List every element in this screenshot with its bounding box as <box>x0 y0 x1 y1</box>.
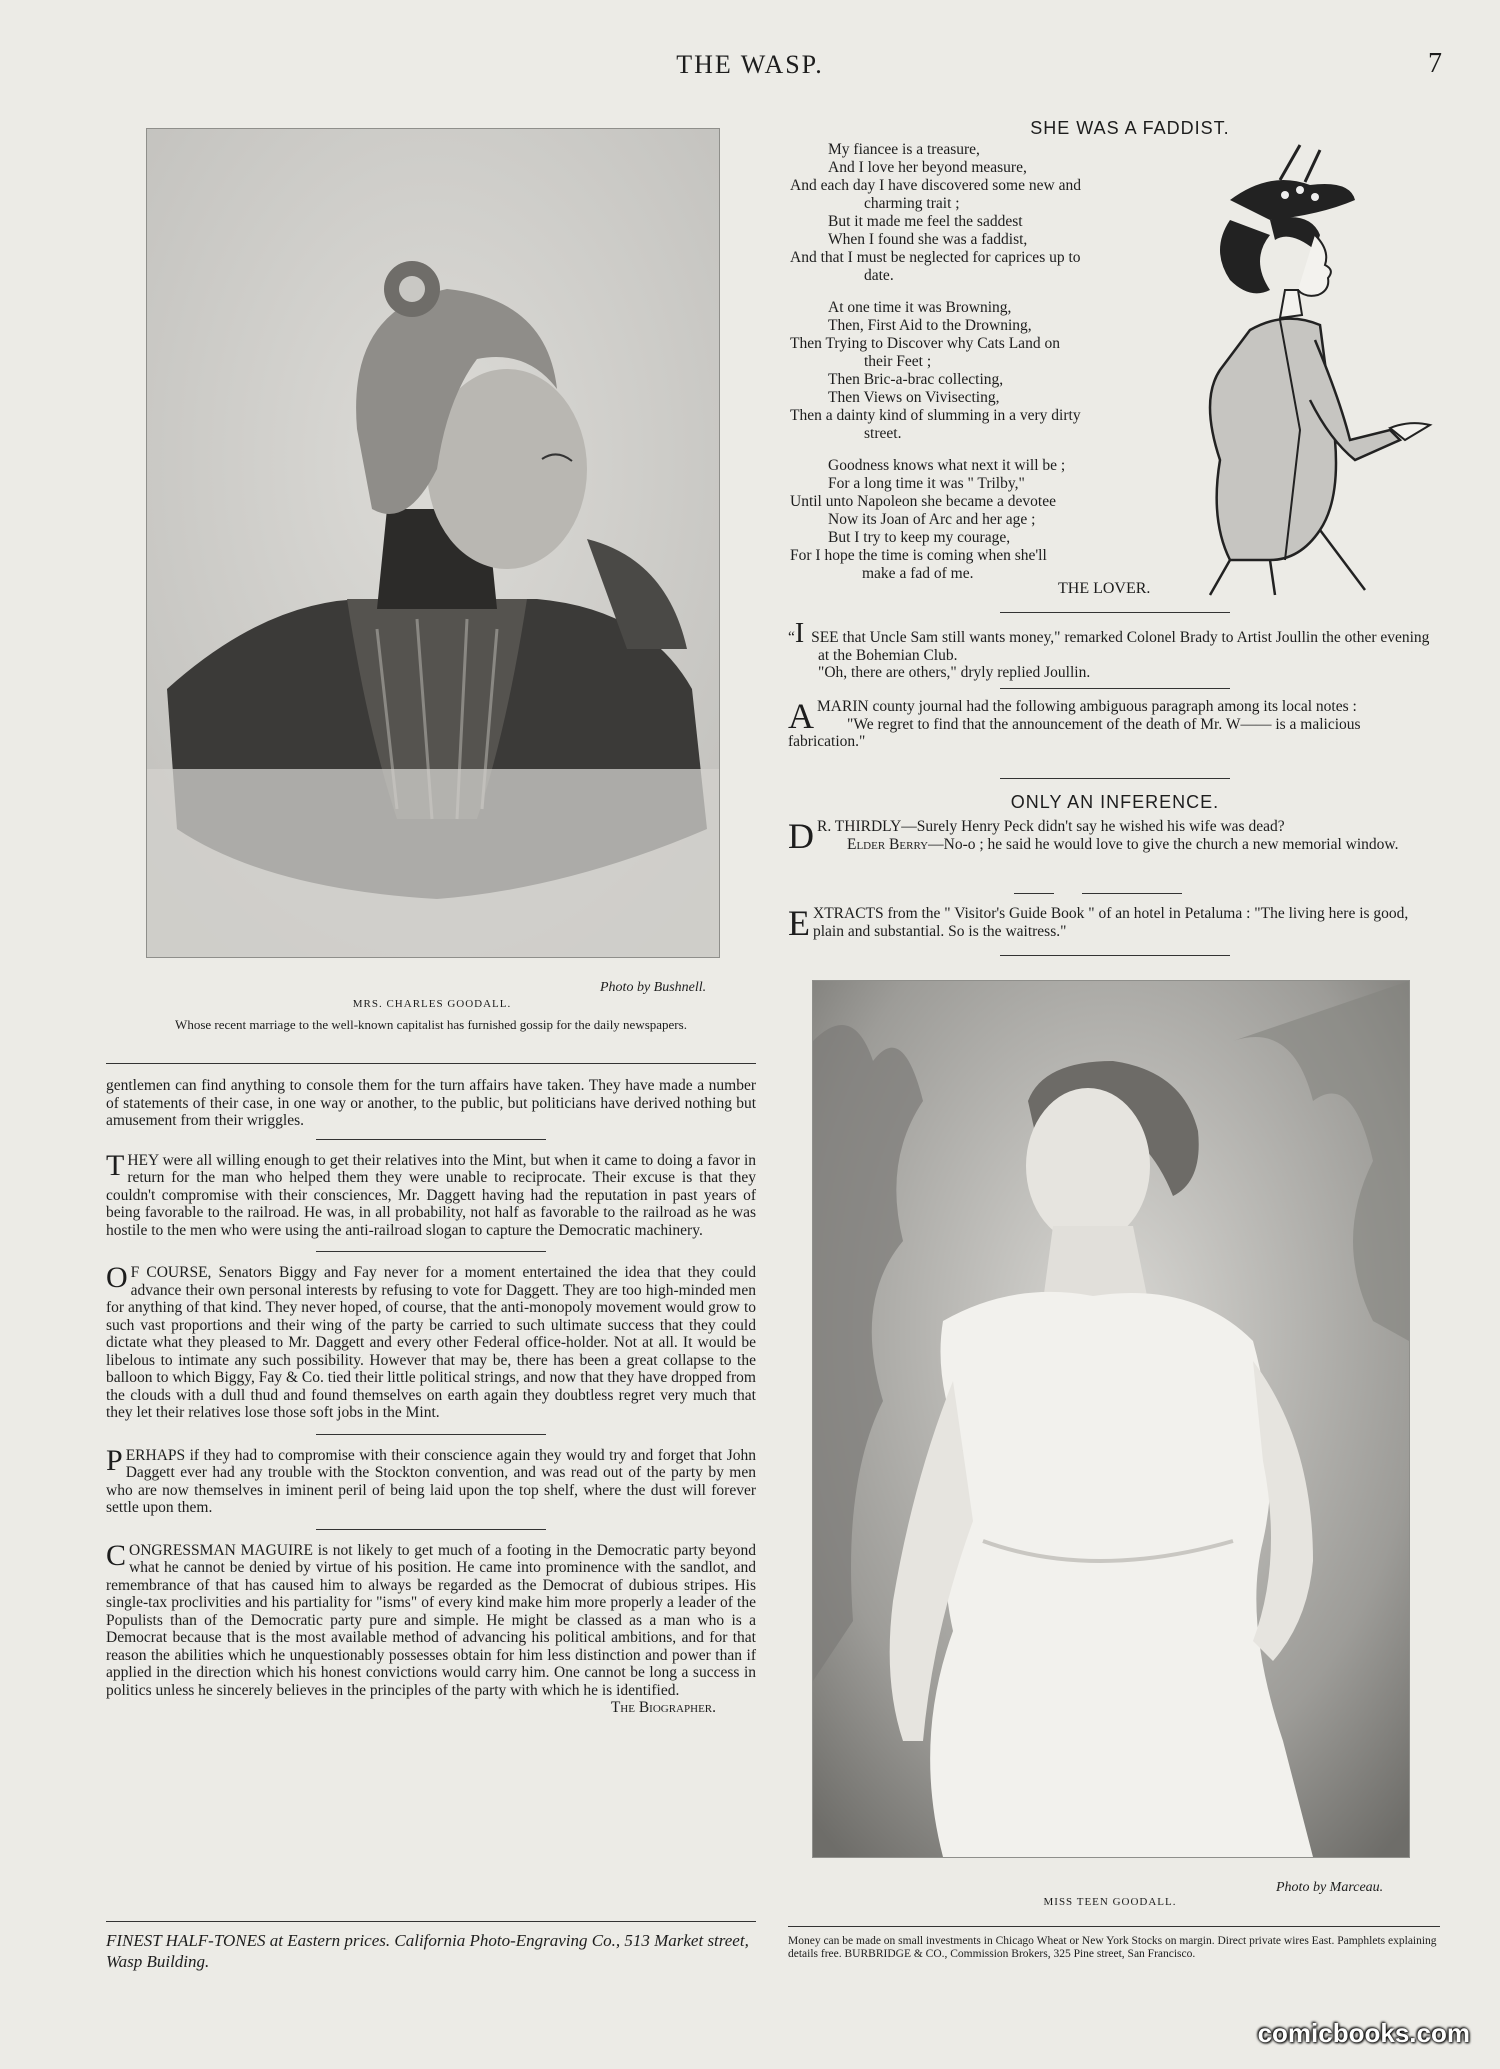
divider <box>788 1926 1440 1927</box>
section-title-inference: ONLY AN INFERENCE. <box>1010 792 1220 812</box>
paragraph-daggett-conscience <box>106 1443 756 1517</box>
poem-she-was-a-faddist <box>790 141 1190 597</box>
divider <box>1000 688 1230 689</box>
drop-cap: T <box>106 1148 125 1182</box>
poem-line: make a fad of me. <box>862 565 974 582</box>
paragraph-biggy-fay <box>106 1261 756 1422</box>
item-only-an-inference <box>788 816 1440 856</box>
poem-line: charming trait ; <box>864 195 960 212</box>
poem-line: And that I must be neglected for caprices up to <box>790 249 1081 266</box>
divider <box>106 1921 756 1922</box>
item-uncle-sam <box>788 618 1440 682</box>
poem-line: date. <box>864 267 894 284</box>
item-marin-journal <box>788 698 1440 751</box>
drop-cap: P <box>106 1443 123 1477</box>
poem-line: Now its Joan of Arc and her age ; <box>828 511 1036 528</box>
caption-name-miss-teen-goodall: MISS TEEN GOODALL. <box>1043 1896 1177 1908</box>
poem-line: When I found she was a faddist, <box>828 231 1028 248</box>
poem-line: For a long time it was " Trilby," <box>828 475 1025 492</box>
photo-credit-marceau: Photo by Marceau. <box>1276 1880 1384 1895</box>
divider <box>1000 778 1230 779</box>
divider <box>106 1063 756 1064</box>
poem-stanza <box>790 141 1190 285</box>
poem-line: Then a dainty kind of slumming in a very dirty <box>790 407 1081 424</box>
paragraph <box>788 903 1440 943</box>
watermark-site-logo: comicbooks.com <box>1257 2018 1470 2048</box>
poem-signature: THE LOVER. <box>1058 580 1151 597</box>
portrait-illustration <box>147 129 719 957</box>
caption-name-mrs-goodall: MRS. CHARLES GOODALL. <box>352 998 512 1010</box>
divider <box>1000 955 1230 956</box>
poem-line: But I try to keep my courage, <box>828 529 1011 546</box>
divider <box>1000 612 1230 613</box>
portrait-photo-mrs-goodall <box>146 128 720 958</box>
divider <box>316 1434 546 1435</box>
drop-cap: D <box>788 816 814 856</box>
lady-sketch-icon <box>1190 140 1440 600</box>
divider <box>1014 893 1054 894</box>
paragraph-text: MARIN county journal had the following ambiguous paragraph among its local notes : <box>817 698 1357 715</box>
drop-cap: E <box>788 903 810 943</box>
paragraph-relatives-mint <box>106 1148 756 1240</box>
divider <box>316 1139 546 1140</box>
item-extracts <box>788 903 1440 943</box>
photo-credit-bushnell: Photo by Bushnell. <box>600 980 707 995</box>
poem-stanza <box>790 299 1190 443</box>
poem-title: SHE WAS A FADDIST. <box>1030 118 1230 138</box>
drop-cap: O <box>106 1261 128 1294</box>
paragraph <box>788 836 1440 854</box>
paragraph-text: —No-o ; he said he would love to give the church a new memorial window. <box>928 835 1399 853</box>
paragraph-text: F COURSE, Senators Biggy and Fay never for a moment entertained the idea that they could advance their own personal interests by refusing to vote for Daggett. They are too high-minded men for anything of that kind. They never hoped, of course, that the anti-monopoly movement would grow to such vast proportions and their wing of the party be carried to such ultimate success that they could dictate what they pleased to Mr. Daggett and every other Federal office-holder. Not at all. It would be libelous to intimate any such possibility. However that may be, there has been a great collapse to the balloon to which Biggy, Fay & Co. tied their little political strings, and now that they have dropped from the clouds with a dull thud and found themselves on earth again they doubtless regret very much that they let their relatives lose those soft jobs in the Mint. <box>106 1264 756 1421</box>
drop-cap: I <box>794 618 805 649</box>
portrait-photo-miss-teen-goodall <box>812 980 1410 1858</box>
signature-biographer: The Biographer. <box>610 1699 716 1716</box>
poem-line: Then Views on Vivisecting, <box>828 389 1000 406</box>
masthead-title: THE WASP. <box>676 50 824 79</box>
poem-line: Then Bric-a-brac collecting, <box>828 371 1004 388</box>
poem-line: Then Trying to Discover why Cats Land on <box>790 335 1060 352</box>
poem-line: Until unto Napoleon she became a devotee <box>790 493 1056 510</box>
poem-line: And each day I have discovered some new and <box>790 177 1081 194</box>
divider <box>316 1529 546 1530</box>
advertisement-burbridge: Money can be made on small investments in Chicago Wheat or New York Stocks on margin. Direct private wires East. Pamphlets explaining details free. BURBRIDGE & CO., Commission Brokers, 325 Pine street, San Francisco. <box>788 1935 1437 1960</box>
divider <box>1082 893 1182 894</box>
paragraph-text: ONGRESSMAN MAGUIRE is not likely to get much of a footing in the Democratic party beyond what he cannot be denied by virtue of his position. He came into prominence with the sandlot, and remembrance of that has caused him to always be regarded as the Democrat of dubious stripes. His single-tax proclivities and his partiality for "isms" of every kind make him more properly a leader of the Populists than of the Democratic party pure and simple. He might be classed as a man who is a Democrat because that is the most available method of advancing his political ambitions, and for that reason the abilities which he unquestionably possesses obtain for him less distinction and power than if applied in the direction which his honest convictions would carry him. One cannot be long a success in politics unless he sincerely believes in the principles of the party with which he is identified. <box>106 1541 756 1699</box>
poem-line: Goodness knows what next it will be ; <box>828 457 1066 474</box>
paragraph: "Oh, there are others," dryly replied Joullin. <box>818 664 1091 681</box>
faddist-sketch-illustration <box>1190 140 1440 600</box>
poem-stanza <box>790 457 1190 583</box>
advertisement-half-tones: FINEST HALF-TONES at Eastern prices. California Photo-Engraving Co., 513 Market street, Wasp Building. <box>106 1931 749 1971</box>
portrait-illustration <box>813 981 1409 1857</box>
paragraph-text: SEE that Uncle Sam still wants money," remarked Colonel Brady to Artist Joullin the other evening at the Bohemian Club. <box>811 629 1430 664</box>
paragraph <box>788 618 1440 664</box>
poem-line: And I love her beyond measure, <box>828 159 1027 176</box>
left-column <box>106 1077 756 1717</box>
paragraph-maguire <box>106 1538 756 1716</box>
divider <box>316 1251 546 1252</box>
poem-line: street. <box>864 425 902 442</box>
poem-line: their Feet ; <box>864 353 932 370</box>
poem-line: Then, First Aid to the Drowning, <box>828 317 1032 334</box>
paragraph-text: XTRACTS from the " Visitor's Guide Book " of an hotel in Petaluma : "The living here is good, plain and substantial. So is the waitress." <box>813 905 1409 940</box>
poem-line: My fiancee is a treasure, <box>828 141 980 158</box>
drop-cap: C <box>106 1538 127 1572</box>
paragraph-gentlemen: gentlemen can find anything to console them for the turn affairs have taken. They have made a number of statements of their case, in one way or another, to the public, but politicians have derived nothing but amusement from their wriggles. <box>106 1077 756 1129</box>
caption-mrs-goodall: Whose recent marriage to the well-known capitalist has furnished gossip for the daily newspapers. <box>175 1017 687 1032</box>
page-number: 7 <box>1428 48 1442 79</box>
speaker-name: Elder Berry <box>847 835 929 853</box>
poem-line: At one time it was Browning, <box>828 299 1012 316</box>
opening-quote: “ <box>788 629 795 646</box>
paragraph-text: R. THIRDLY—Surely Henry Peck didn't say he wished his wife was dead? <box>817 818 1285 835</box>
poem-line: But it made me feel the saddest <box>828 213 1023 230</box>
paragraph: "We regret to find that the announcement of the death of Mr. W—— is a malicious fabrication." <box>788 715 1361 750</box>
paragraph-text: HEY were all willing enough to get their relatives into the Mint, but when it came to doing a favor in return for the man who helped them they were unable to reciprocate. Their excuse is that they couldn't compromise with their consciences, Mr. Daggett having had the reputation in past years of being favorable to the railroad. He was, in all probability, not half as favorable to the railroad as he was hostile to the men who were using the anti-railroad slogan to capture the Democratic machinery. <box>106 1151 756 1239</box>
drop-cap: A <box>788 696 814 736</box>
poem-line: For I hope the time is coming when she'll <box>790 547 1047 564</box>
paragraph-text: ERHAPS if they had to compromise with their conscience again they would try and forget that John Daggett ever had any trouble with the Stockton convention, and was read out of the party by men who are now themselves in iminent peril of being laid upon the top shelf, where the dust will forever settle upon them. <box>106 1446 756 1516</box>
